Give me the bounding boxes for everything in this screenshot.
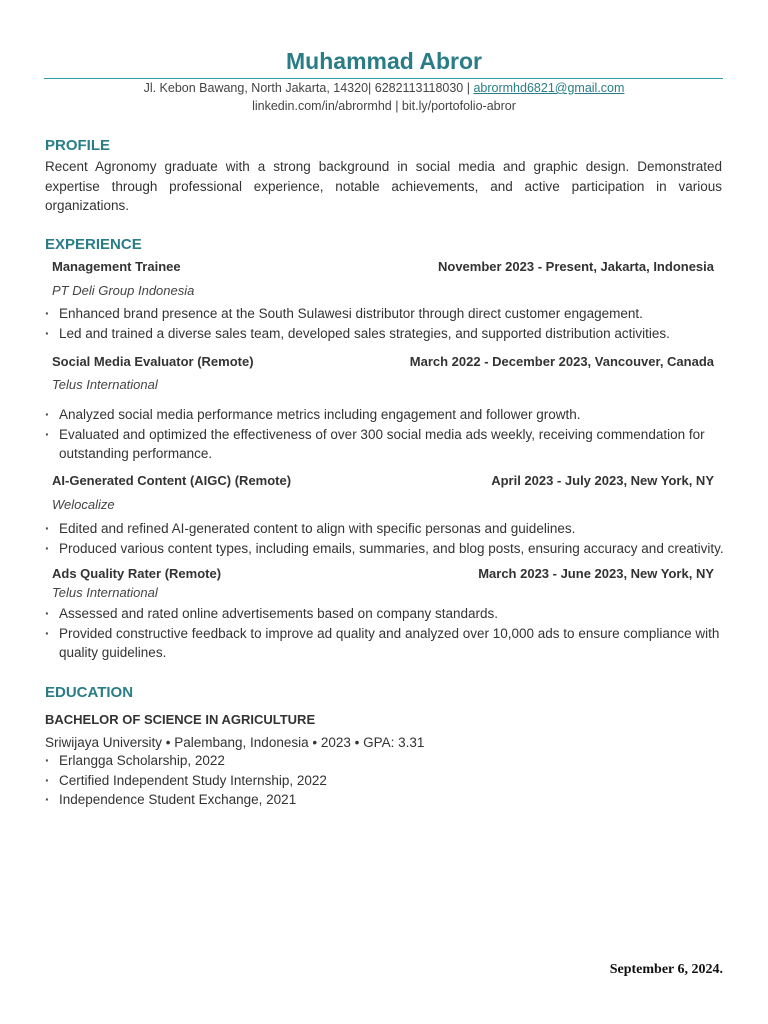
job-company: Welocalize [52, 497, 115, 512]
job-bullets [45, 604, 725, 663]
job-title: Management Trainee [52, 259, 181, 274]
list-item: · Assessed and rated online advertisements based on company standards. [45, 604, 725, 624]
degree-title: BACHELOR OF SCIENCE IN AGRICULTURE [45, 712, 316, 727]
list-item: · Evaluated and optimized the effectiveness of over 300 social media ads weekly, receiving commendation for outstanding performance. [45, 425, 725, 464]
job-bullets [45, 405, 725, 464]
job-title: AI-Generated Content (AIGC) (Remote) [52, 473, 292, 488]
candidate-name: Muhammad Abror [286, 48, 482, 74]
list-item: · Produced various content types, including emails, summaries, and blog posts, ensuring accuracy and creativity. [45, 539, 725, 559]
job-title: Ads Quality Rater (Remote) [52, 566, 222, 581]
list-item: · Erlangga Scholarship, 2022 [45, 751, 725, 771]
profile-summary: Recent Agronomy graduate with a strong background in social media and graphic design. Demonstrated expertise through professional experience, notable achievements, and active participation in various organizations. [45, 159, 722, 213]
experience-heading: EXPERIENCE [45, 236, 142, 253]
list-item: · Led and trained a diverse sales team, developed sales strategies, and supported distribution activities. [45, 324, 725, 344]
school-line: Sriwijaya University • Palembang, Indonesia • 2023 • GPA: 3.31 [45, 735, 425, 750]
header-divider [44, 78, 723, 79]
job-date-location: November 2023 - Present, Jakarta, Indonesia [437, 259, 714, 274]
education-bullets [45, 751, 725, 810]
job-company: Telus International [52, 585, 158, 600]
list-item: · Analyzed social media performance metrics including engagement and follower growth. [45, 405, 725, 425]
email-link[interactable]: abrormhd6821@gmail.com [473, 81, 625, 95]
list-item: · Enhanced brand presence at the South Sulawesi distributor through direct customer engagement. [45, 304, 725, 324]
contact-line-links: linkedin.com/in/abrormhd | bit.ly/portofolio-abror [252, 99, 516, 113]
list-item: · Independence Student Exchange, 2021 [45, 790, 725, 810]
job-title: Social Media Evaluator (Remote) [52, 354, 254, 369]
signature-date: September 6, 2024. [609, 962, 723, 977]
education-heading: EDUCATION [45, 684, 134, 701]
profile-heading: PROFILE [45, 137, 111, 154]
job-bullets [45, 519, 725, 558]
job-company: PT Deli Group Indonesia [52, 283, 195, 298]
job-company: Telus International [52, 377, 158, 392]
list-item: · Edited and refined AI-generated content to align with specific personas and guidelines. [45, 519, 725, 539]
address-phone-text: Jl. Kebon Bawang, North Jakarta, 14320| 6282113118030 | [143, 81, 474, 95]
job-date-location: March 2022 - December 2023, Vancouver, Canada [409, 354, 714, 369]
contact-line-address [0, 80, 768, 97]
job-bullets [45, 304, 725, 343]
list-item: · Certified Independent Study Internship, 2022 [45, 771, 725, 791]
job-date-location: April 2023 - July 2023, New York, NY [491, 473, 714, 488]
job-date-location: March 2023 - June 2023, New York, NY [478, 566, 714, 581]
list-item: · Provided constructive feedback to improve ad quality and analyzed over 10,000 ads to ensure compliance with quality guidelines. [45, 624, 725, 663]
